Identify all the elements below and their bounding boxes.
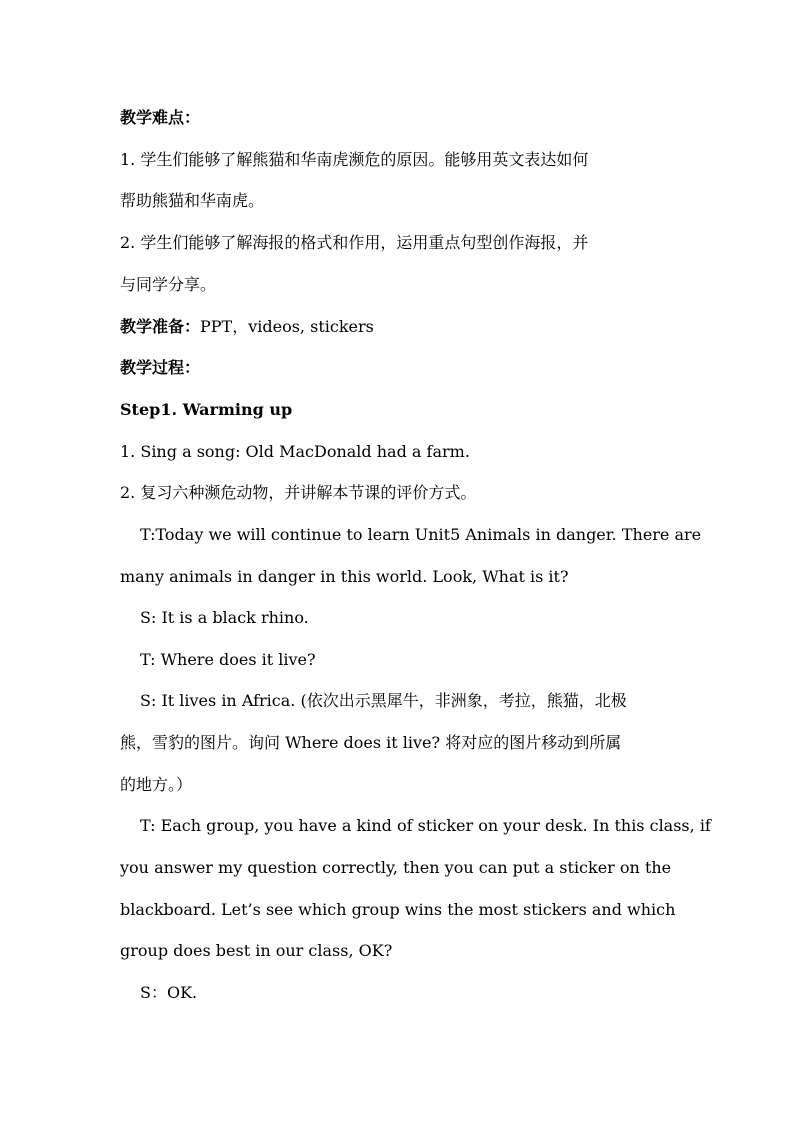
difficulty-item: 与同学分享。 [120, 275, 217, 294]
dialogue-line: many animals in danger in this world. Look, What is it? [120, 567, 569, 586]
difficulty-item: 2. 学生们能够了解海报的格式和作用，运用重点句型创作海报，并 [120, 233, 589, 252]
dialogue-line: T: Each group, you have a kind of sticker on your desk. In this class, if [140, 816, 711, 835]
difficulty-heading: 教学难点： [120, 108, 201, 127]
difficulty-item: 1. 学生们能够了解熊猫和华南虎濒危的原因。能够用英文表达如何 [120, 150, 589, 169]
step1-item: 1. Sing a song: Old MacDonald had a farm. [120, 442, 470, 461]
preparation-label: 教学准备： [120, 317, 201, 336]
dialogue-line: 的地方。） [120, 775, 193, 794]
step1-item: 2. 复习六种濒危动物，并讲解本节课的评价方式。 [120, 483, 477, 502]
dialogue-line: blackboard. Let’s see which group wins the most stickers and which [120, 900, 676, 919]
difficulty-item: 帮助熊猫和华南虎。 [120, 191, 265, 210]
dialogue-line: S: It is a black rhino. [140, 608, 309, 627]
preparation-line [120, 317, 680, 337]
step1-heading: Step1. Warming up [120, 400, 293, 419]
dialogue-line: T:Today we will continue to learn Unit5 Animals in danger. There are [140, 525, 702, 544]
preparation-value: PPT，videos, stickers [200, 317, 374, 336]
dialogue-line: you answer my question correctly, then you can put a sticker on the [120, 858, 672, 877]
dialogue-line: S：OK. [140, 983, 198, 1002]
dialogue-line: S: It lives in Africa. (依次出示黑犀牛，非洲象，考拉，熊猫，北极 [140, 691, 627, 710]
dialogue-line: 熊，雪豹的图片。询问 Where does it live? 将对应的图片移动到所属 [120, 733, 622, 752]
process-heading: 教学过程： [120, 358, 201, 377]
dialogue-line: T: Where does it live? [140, 650, 316, 669]
dialogue-line: group does best in our class, OK? [120, 941, 393, 960]
